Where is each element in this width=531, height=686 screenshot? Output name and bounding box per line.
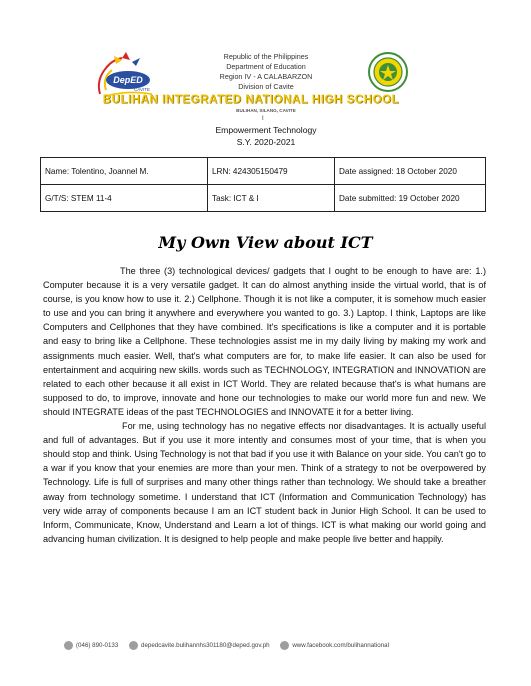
- gov-line: Republic of the Philippines: [223, 52, 309, 61]
- lrn-cell: LRN: 424305150479: [208, 158, 335, 185]
- footer-facebook-text: www.facebook.com/bulihannational: [292, 642, 389, 649]
- phone-icon: [64, 641, 73, 650]
- footer-facebook: [280, 641, 389, 650]
- essay-paragraph: For me, using technology has no negative effects nor disadvantages. It is actually useful and full of advantages. But if you use it more intently and consumes most of your time, that is when you should stop and think. Using Technology is not that bad if you use it with Balance on your side. You can't go to a war if you know that your enemies are more than your men. Think of a strategy to not be overpowered by Technology. Life is full of surprises and many other things rather than technology. We should take a breather away from technology sometime. I understand that ICT (Information and Communication Technology) has very wide array of components because I am an ICT student back in Junior High School. It can be used to Inform, Communicate, Know, Understand and Learn a lot of things. ICT is what making our world going and advancing human civilization. It is designed to help people and make people live better and happily.: [43, 421, 486, 544]
- table-row: [41, 158, 486, 185]
- essay-title: My Own View about ICT: [158, 233, 373, 252]
- deped-logo-text: DepED: [113, 75, 143, 85]
- gov-line: Department of Education: [226, 62, 306, 71]
- footer-email: [129, 641, 270, 650]
- name-cell: Name: Tolentino, Joannel M.: [41, 158, 208, 185]
- gts-cell: G/T/S: STEM 11-4: [41, 185, 208, 212]
- student-info-table: [40, 157, 486, 212]
- school-address: BULIHAN, SILANG, CAVITE: [236, 108, 296, 113]
- footer-phone: [64, 641, 118, 650]
- school-year: S.Y. 2020-2021: [236, 137, 296, 147]
- school-name: BULIHAN INTEGRATED NATIONAL HIGH SCHOOL: [102, 93, 400, 106]
- date-assigned-cell: Date assigned: 18 October 2020: [335, 158, 486, 185]
- svg-text:CAVITE: CAVITE: [134, 87, 150, 92]
- footer-phone-text: (046) 890-0133: [76, 642, 119, 649]
- government-header: [150, 52, 382, 92]
- table-row: [41, 185, 486, 212]
- email-icon: [129, 641, 138, 650]
- tick-mark: I: [262, 116, 264, 122]
- subject-title: Empowerment Technology: [215, 125, 317, 135]
- essay-body: [43, 264, 486, 546]
- footer: [64, 641, 398, 652]
- subject-header: [150, 124, 382, 148]
- date-submitted-cell: Date submitted: 19 October 2020: [335, 185, 486, 212]
- gov-line: Region IV - A CALABARZON: [219, 72, 313, 81]
- footer-email-text: depedcavite.bulihannhs301180@deped.gov.ph: [141, 642, 270, 649]
- facebook-icon: [280, 641, 289, 650]
- task-cell: Task: ICT & I: [208, 185, 335, 212]
- essay-paragraph: The three (3) technological devices/ gadgets that I ought to be enough to have are: 1.) Computer because it is a very versatile gadget. It can do almost anything inside the virtual world, that is of course, is you know how to use it. 2.) Cellphone. Though it is not like a computer, it is somehow much easier to use and you can bring it anywhere and everywhere you wanted to go. 3.) Laptop. I think, Laptops are like Computers and Cellphones that they have combined. It's specifications is like a computer and it is portable and easy to bring like a Cellphone. These technologies assist me in my daily living by making my work and assignments much easier. Well, that's what computers are for, to make life easier. It can also be used for entertainment and acquiring new skills. words such as TECHNOLOGY, INTEGRATION and INNOVATION are related to each other because it all exist in ICT World. They are related because that's is what humans are supposed to do, to improve, innovate and hone our technologies to make our world more fun and new. We should INTEGRATE ideas of the past TECHNOLOGIES and INNOVATE it for a better living.: [43, 266, 486, 417]
- gov-line: Division of Cavite: [238, 82, 294, 91]
